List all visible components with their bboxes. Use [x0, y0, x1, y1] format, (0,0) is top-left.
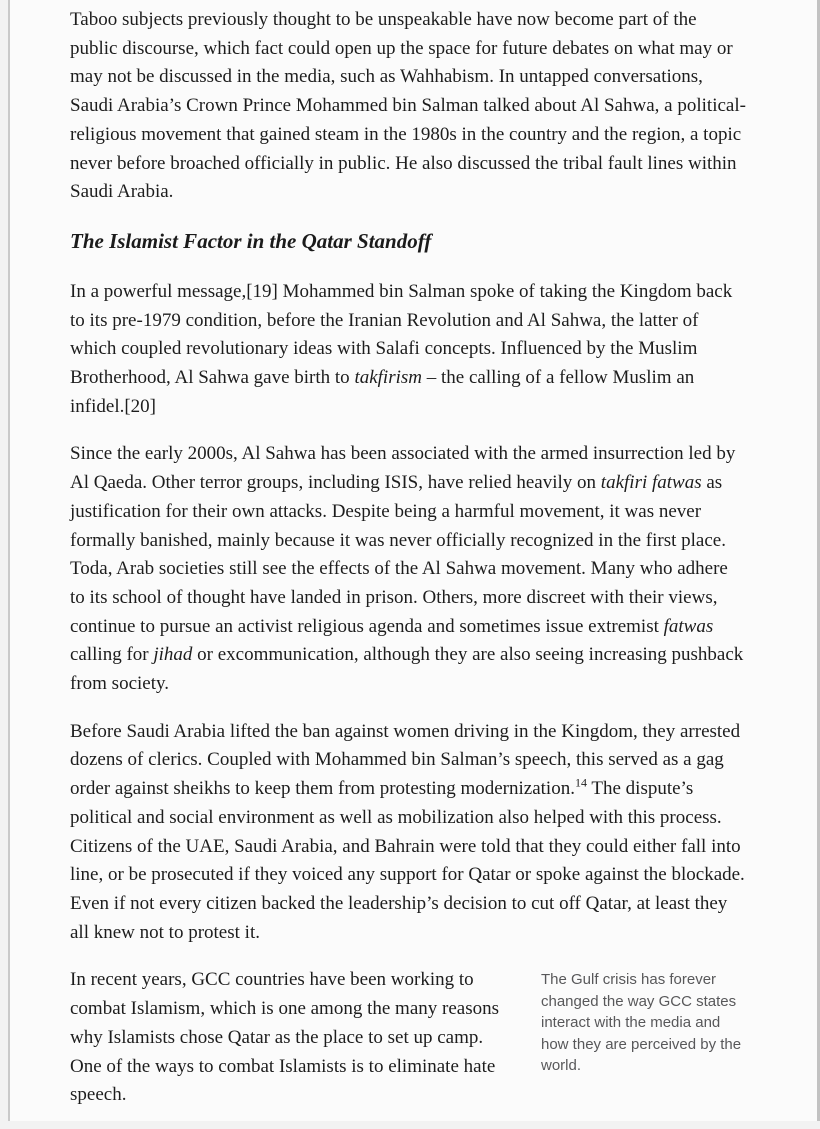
paragraph-1: Taboo subjects previously thought to be unspeakable have now become part of the public discourse, which fact could open up the space for future debates on what may or may not be discussed in the media, such as Wahhabism. In untapped conversations, Saudi Arabia’s Crown Prince Mohammed bin Salman talked about Al Sahwa, a political-religious movement that gained steam in the 1980s in the country and the region, a topic never before broached officially in public. He also discussed the tribal fault lines within Saudi Arabia. — [70, 9, 746, 203]
final-section — [70, 966, 746, 1129]
article-body — [10, 0, 746, 1129]
paragraph-5: In recent years, GCC countries have been working to combat Islamism, which is one among the many reasons why Islamists chose Qatar as the place to set up camp. One of the ways to combat Islamists is to eliminate hate speech. — [70, 969, 499, 1106]
paragraph-4: Before Saudi Arabia lifted the ban against women driving in the Kingdom, they arrested dozens of clerics. Coupled with Mohammed bin Salman’s speech, this served as a gag order against sheikhs to keep them from protesting modernization.$^{14}$ The dispute’s political and social environment as well as mobilization also helped with this process. Citizens of the UAE, Saudi Arabia, and Bahrain were told that they could either fall into line, or be prosecuted if they voiced any support for Qatar or spoke against the blockade. Even if not every citizen backed the leadership’s decision to cut off Qatar, at least they all knew not to protest it. — [70, 720, 745, 943]
article-page — [8, 0, 820, 1121]
paragraph-3: Since the early 2000s, Al Sahwa has been associated with the armed insurrection led by Al Qaeda. Other terror groups, including ISIS, have relied heavily on takfiri fatwas as justification for their own attacks. Despite being a harmful movement, it was never formally banished, mainly because it was never officially recognized in the first place. Toda, Arab societies still see the effects of the Al Sahwa movement. Many who adhere to its school of thought have landed in prison. Others, more discreet with their views, continue to pursue an activist religious agenda and sometimes issue extremist fatwas calling for jihad or excommunication, although they are also seeing increasing pushback from society. — [70, 443, 744, 695]
section-heading: The Islamist Factor in the Qatar Standoff — [70, 228, 432, 253]
pull-quote: The Gulf crisis has forever changed the way GCC states interact with the media and how they are perceived by the world. — [541, 971, 742, 1075]
paragraph-2: In a powerful message,[19] Mohammed bin Salman spoke of taking the Kingdom back to its pre-1979 condition, before the Iranian Revolution and Al Sahwa, the latter of which coupled revolutionary ideas with Salafi concepts. Influenced by the Muslim Brotherhood, Al Sahwa gave birth to takfirism – the calling of a fellow Muslim an infidel.[20] — [70, 280, 733, 417]
